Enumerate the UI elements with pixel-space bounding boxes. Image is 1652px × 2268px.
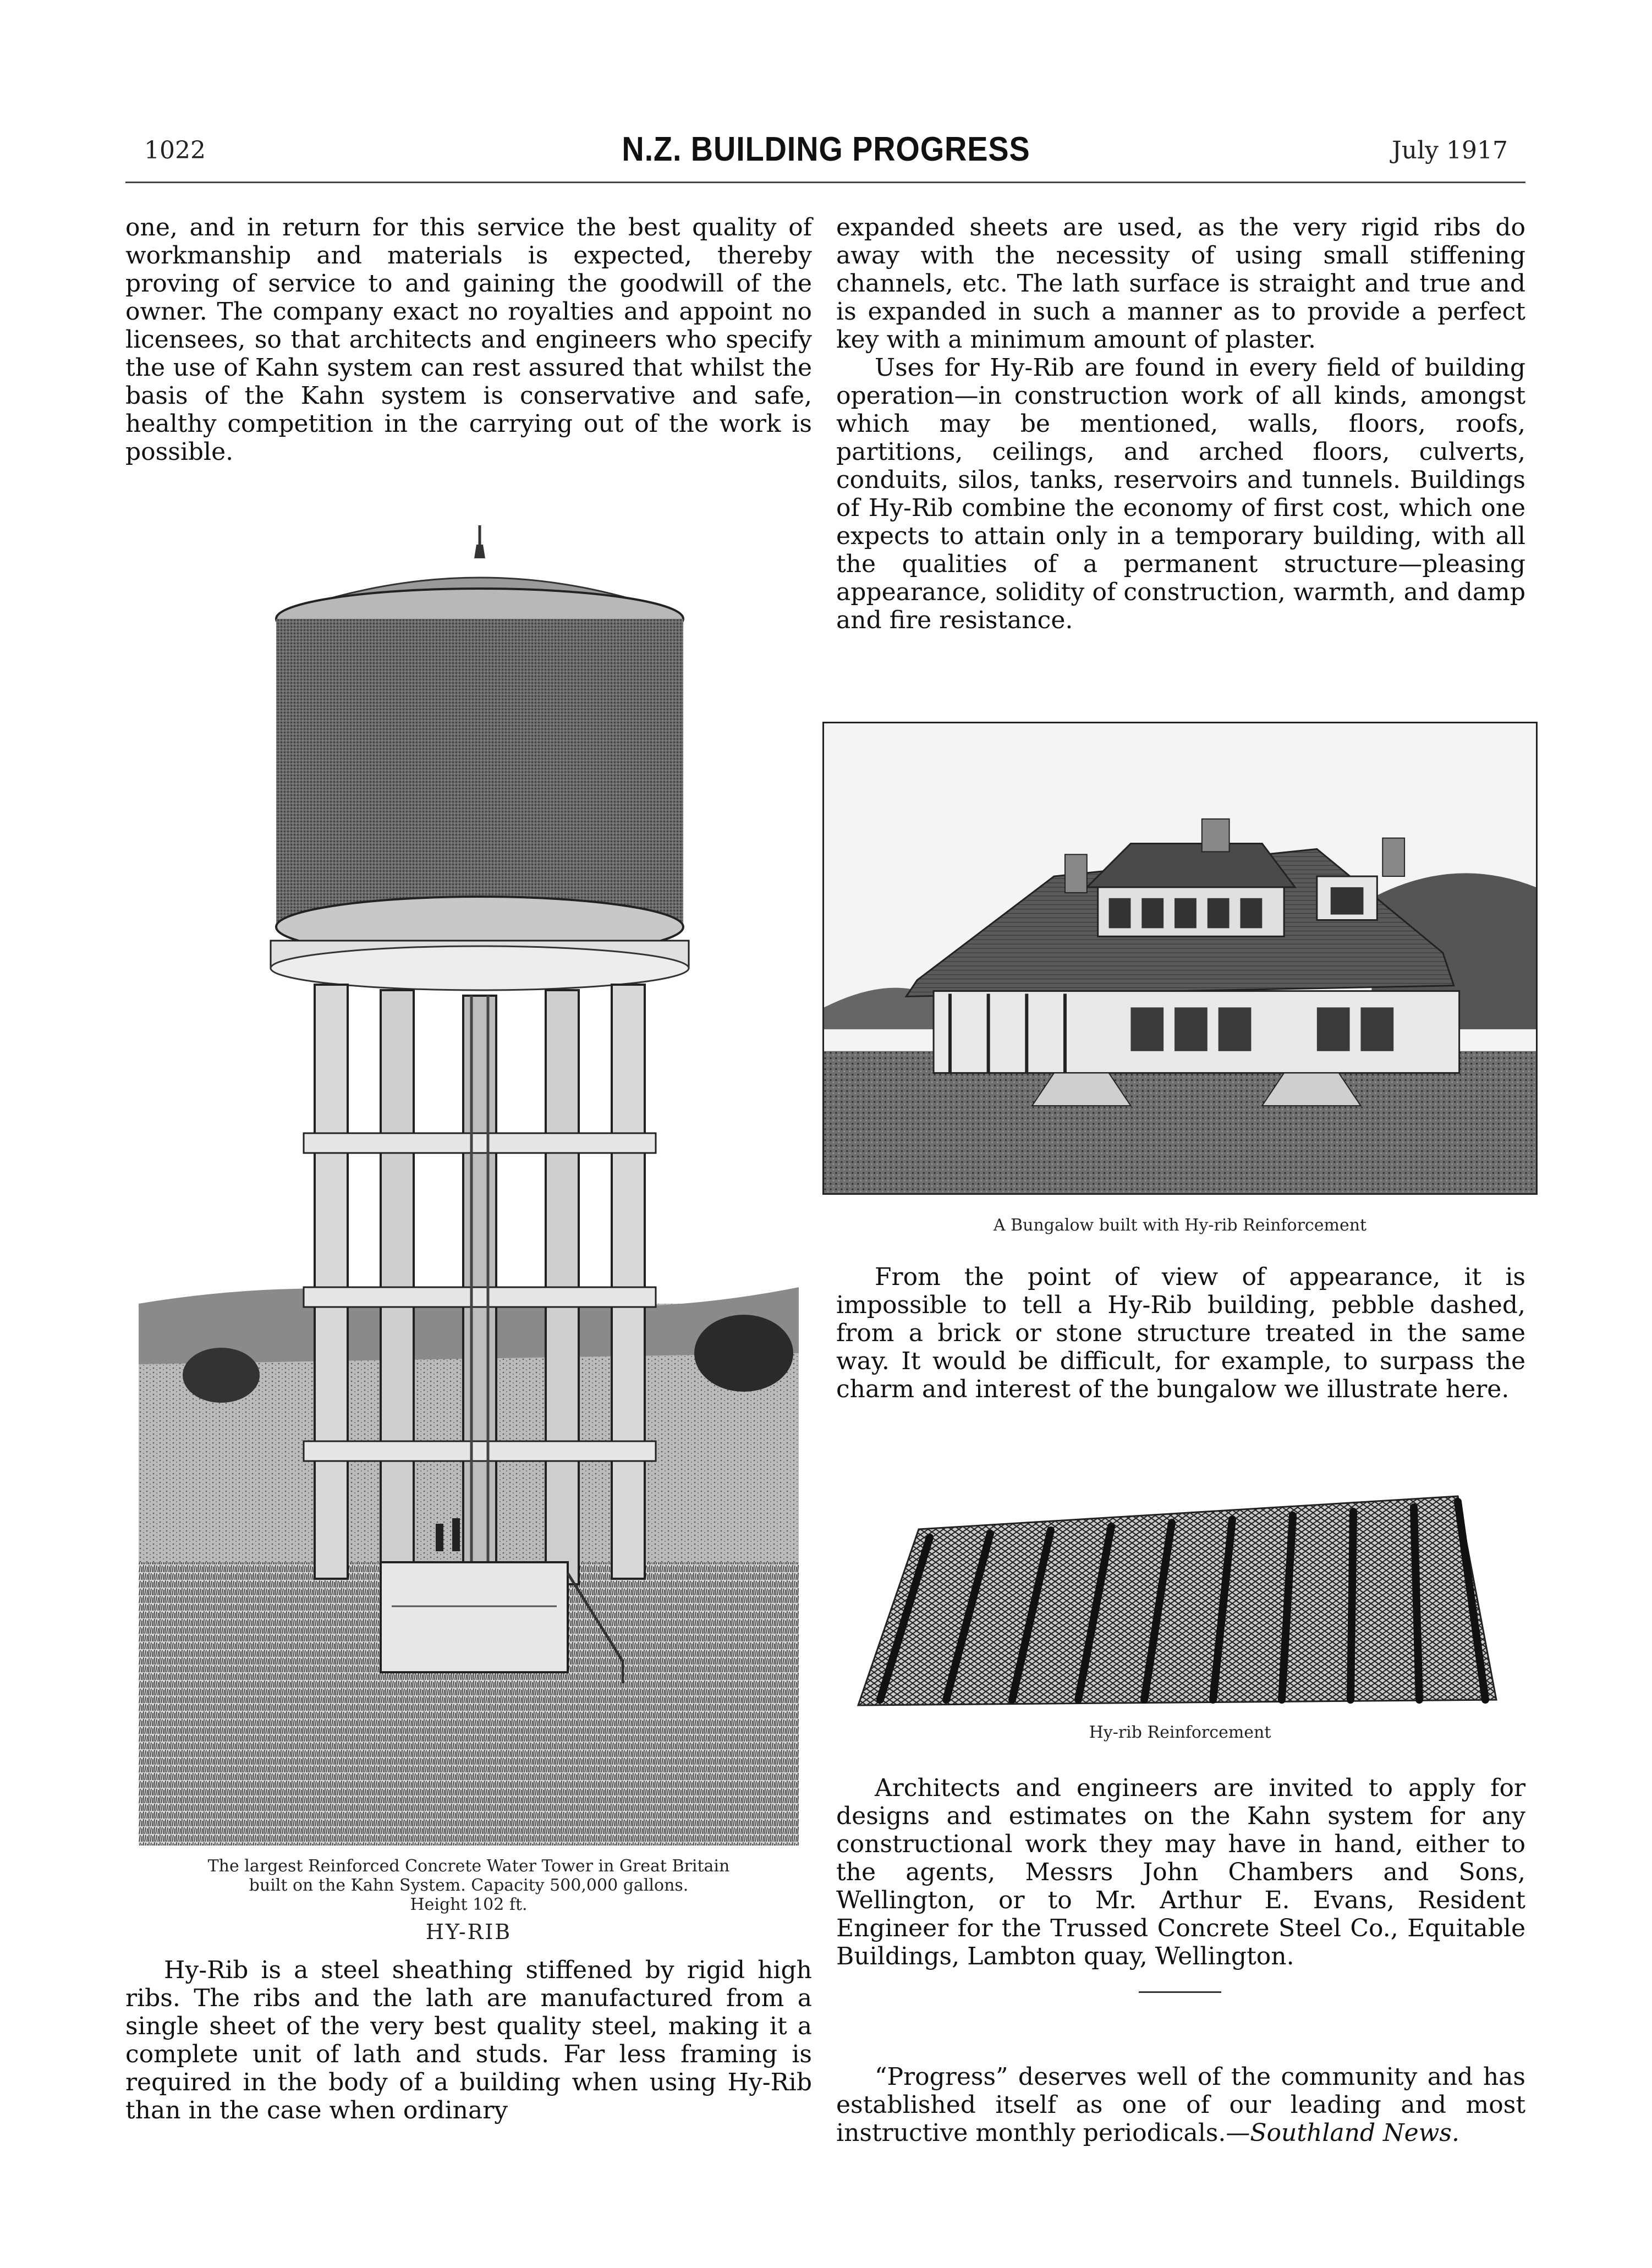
architects-paragraph: Architects and engineers are invited to apply for designs and estimates on the Kahn system for any constructional work they may have in hand, either to the agents, Messrs John Chambers and Sons, Wellington, or to Mr. Arthur E. Evans, Resident Engineer for the Trussed Concrete Steel Co., Equitable Buildings, Lambton quay, Wellington. (836, 1774, 1525, 1970)
section-heading-hyrib: HY-RIB (425, 1920, 512, 1944)
hyrib-sheet-photo (847, 1485, 1513, 1711)
section-divider (1139, 1991, 1221, 1993)
bungalow-caption: A Bungalow built with Hy-rib Reinforcement (993, 1216, 1367, 1235)
continuation-paragraph: expanded sheets are used, as the very rigid ribs do away with the necessity of using small stiffening channels, etc. The lath surface is straight and true and is expanded in such a manner as to provide a perfect key with a minimum amount of plaster. (836, 213, 1525, 354)
water-tower-photo (139, 517, 799, 1846)
intro-paragraph: one, and in return for this service the best quality of workmanship and materials is expected, thereby proving of service to and gaining the goodwill of the owner. The company exact no royalties and appoint no licensees, so that architects and engineers who specify the use of Kahn system can rest assured that whilst the basis of the Kahn system is conservative and safe, healthy competition in the carrying out of the work is possible. (125, 213, 812, 466)
tower-caption: The largest Reinforced Concrete Water Tower in Great Britain built on the Kahn System. Capacity 500,000 gallons. Height 102 ft. (207, 1857, 730, 1914)
uses-paragraph: Uses for Hy-Rib are found in every field of building operation—in construction work of all kinds, amongst which may be mentioned, walls, floors, roofs, partitions, ceilings, and arched floors, culverts, conduits, silos, tanks, reservoirs and tunnels. Buildings of Hy-Rib combine the economy of first cost, which one expects to attain only in a temporary building, with all the qualities of a permanent structure—pleasing appearance, solidity of construction, warmth, and damp and fire resistance. (836, 354, 1525, 634)
issue-date: July 1917 (1392, 136, 1508, 164)
publication-title: N.Z. BUILDING PROGRESS (622, 130, 1030, 168)
page-number: 1022 (144, 136, 206, 164)
right-column-intro (836, 213, 1525, 634)
quote-text: “Progress” deserves well of the community and has established itself as one of our leading and most instructive monthly periodicals.— (836, 2063, 1525, 2147)
bungalow-photo (822, 722, 1538, 1195)
appearance-paragraph: From the point of view of appearance, it is impossible to tell a Hy-Rib building, pebble dashed, from a brick or stone structure treated in the same way. It would be difficult, for example, to surpass the charm and interest of the bungalow we illustrate here. (836, 1263, 1525, 1403)
header-rule (125, 182, 1525, 183)
hyrib-paragraph: Hy-Rib is a steel sheathing stiffened by rigid high ribs. The ribs and the lath are manufactured from a single sheet of the very best quality steel, making it a complete unit of lath and studs. Far less framing is required in the body of a building when using Hy-Rib than in the case when ordinary (125, 1956, 812, 2124)
quote-attribution: Southland News. (1250, 2119, 1459, 2147)
quote-paragraph (836, 2063, 1525, 2147)
hyrib-caption: Hy-rib Reinforcement (1089, 1723, 1271, 1742)
